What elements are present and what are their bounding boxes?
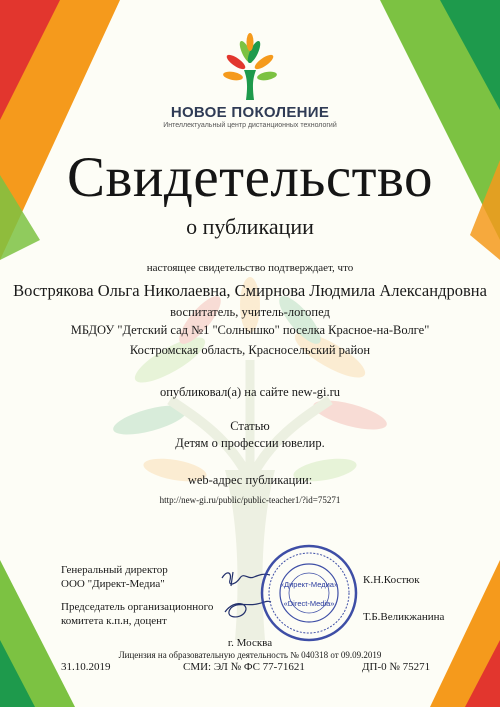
stamp-line-en: «Direct-Media» bbox=[283, 599, 335, 608]
company-stamp bbox=[262, 546, 356, 640]
confirms-text: настоящее свидетельство подтверждает, что bbox=[146, 262, 354, 274]
recipient-names: Вострякова Ольга Николаевна, Смирнова Людмила Александровна bbox=[13, 281, 487, 300]
work-title: Детям о профессии ювелир. bbox=[175, 436, 325, 450]
stamp-line-ru: «Директ-Медиа» bbox=[279, 580, 339, 589]
published-text: опубликовал(а) на сайте new-gi.ru bbox=[159, 385, 340, 399]
city: г. Москва bbox=[227, 637, 273, 649]
chair-title: Председатель организационного bbox=[61, 601, 214, 613]
chair-name: Т.Б.Великжанина bbox=[363, 611, 445, 623]
smi-registration: СМИ: ЭЛ № ФС 77-71621 bbox=[183, 661, 305, 673]
work-type: Статью bbox=[230, 419, 270, 433]
license-text: Лицензия на образовательную деятельность № 040318 от 09.09.2019 bbox=[118, 650, 382, 660]
certificate-title: Свидетельство bbox=[66, 146, 434, 209]
web-address-url: http://new-gi.ru/public/public-teacher1/?id=75271 bbox=[159, 495, 341, 505]
brand-tagline: Интеллектуальный центр дистанционных технологий bbox=[163, 122, 337, 129]
recipient-region: Костромская область, Красносельский район bbox=[129, 343, 371, 357]
director-title: Генеральный директор bbox=[61, 564, 168, 576]
recipient-position: воспитатель, учитель-логопед bbox=[170, 305, 330, 319]
chair-title-line2: комитета к.п.н, доцент bbox=[61, 615, 167, 627]
director-organization: ООО "Директ-Медиа" bbox=[61, 578, 165, 590]
director-name: К.Н.Костюк bbox=[363, 574, 420, 586]
issue-date: 31.10.2019 bbox=[61, 661, 111, 673]
certificate-subtitle: о публикации bbox=[186, 214, 314, 239]
web-address-label: web-адрес публикации: bbox=[187, 473, 313, 487]
document-number: ДП-0 № 75271 bbox=[362, 661, 431, 673]
recipient-organization: МБДОУ "Детский сад №1 "Солнышко" поселка Красное-на-Волге" bbox=[70, 323, 430, 337]
logo-tree-icon bbox=[222, 33, 277, 100]
brand-name: НОВОЕ ПОКОЛЕНИЕ bbox=[170, 104, 330, 121]
